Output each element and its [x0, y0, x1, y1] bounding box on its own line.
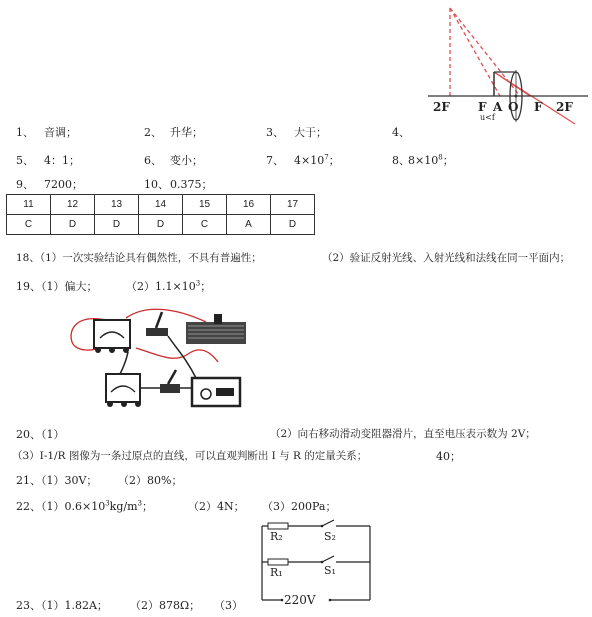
q8-answer: $8\times 10^8$； [408, 153, 454, 167]
rheostat-icon [186, 322, 246, 344]
q20-part1: 20、（1） [16, 428, 65, 441]
q18-part2: （2）验证反射光线、入射光线和法线在同一平面内； [322, 252, 571, 264]
switch-icon [146, 328, 168, 336]
label-o: O [508, 100, 519, 114]
q3-number: 3、 [266, 126, 284, 139]
q19-part2: $(2)1.1\times 10^3$； [126, 279, 212, 293]
q20-part3: （3）I-1/R 图像为一条过原点的直线，可以直观判断出 I 与 R 的定量关系； [12, 450, 368, 462]
table-header-row [7, 195, 315, 215]
q23-part3: （3） [214, 599, 243, 612]
label-220v: 220V [284, 593, 316, 607]
table-answer-cell: D [95, 215, 139, 235]
q22-part1: 22、$(1)0.6\times 10^3kg/m^3$； [16, 499, 153, 513]
label-s1: S₁ [324, 564, 336, 577]
table-header-cell: 13 [95, 195, 139, 215]
table-answer-cell: D [139, 215, 183, 235]
q8-number: 8、 [392, 154, 410, 167]
q22-part2: （2）4N； [188, 500, 245, 513]
table-header-cell: 14 [139, 195, 183, 215]
q1-number: 1、 [16, 126, 34, 139]
q9-number: 9、 [16, 178, 34, 191]
ammeter-icon [106, 374, 140, 402]
table-header-cell: 12 [51, 195, 95, 215]
label-f-left: F [478, 100, 487, 114]
table-answer-cell: C [183, 215, 227, 235]
q10-answer: 0.375； [170, 178, 213, 191]
label-r1: R₁ [270, 566, 283, 579]
q23-part2: （2）878Ω； [130, 599, 201, 612]
table-header-cell: 17 [271, 195, 315, 215]
table-answer-row [7, 215, 315, 235]
label-r2: R₂ [270, 530, 283, 543]
label-2f-left: 2F [433, 100, 450, 114]
choice-answer-table [6, 194, 315, 235]
q6-number: 6、 [144, 154, 162, 167]
q5-number: 5、 [16, 154, 34, 167]
label-a: A [493, 100, 503, 114]
resistor-box-icon [160, 384, 180, 393]
label-2f-right: 2F [556, 100, 573, 114]
q18-part1: 18、（1）一次实验结论具有偶然性，不具有普遍性； [16, 252, 262, 264]
q22-part3: （3）200Pa； [262, 500, 337, 513]
q19-part1: 19、（1）偏大； [16, 280, 98, 293]
voltmeter-icon [94, 320, 130, 348]
q7-number: 7、 [266, 154, 284, 167]
table-answer-cell: D [51, 215, 95, 235]
q9-answer: 7200； [44, 178, 83, 191]
table-header-cell: 16 [227, 195, 271, 215]
q1-answer: 音调； [44, 126, 77, 139]
q6-answer: 变小； [170, 154, 203, 167]
q10-number: 10、 [144, 178, 169, 191]
table-header-cell: 11 [7, 195, 51, 215]
table-answer-cell: C [7, 215, 51, 235]
q2-number: 2、 [144, 126, 162, 139]
circuit-wiring-sketch [66, 298, 266, 418]
q20-part3-value: 40； [436, 450, 461, 463]
q4-number: 4、 [392, 126, 410, 139]
label-u-less-f: u<f [480, 113, 495, 122]
q7-answer: $4\times 10^7$； [294, 153, 340, 167]
table-header-cell: 15 [183, 195, 227, 215]
q21-part1: 21、（1）30V； [16, 474, 98, 487]
q23-part1: 23、（1）1.82A； [16, 599, 108, 612]
label-f-right: F [534, 100, 543, 114]
q5-answer: 4：1； [44, 154, 80, 167]
q3-answer: 大于； [294, 126, 327, 139]
q21-part2: （2）80%； [118, 474, 183, 487]
q2-answer: 升华； [170, 126, 203, 139]
label-s2: S₂ [324, 530, 336, 543]
table-answer-cell: A [227, 215, 271, 235]
table-answer-cell: D [271, 215, 315, 235]
q20-part2: （2）向右移动滑动变阻器滑片，直至电压表示数为 2V； [270, 428, 536, 440]
